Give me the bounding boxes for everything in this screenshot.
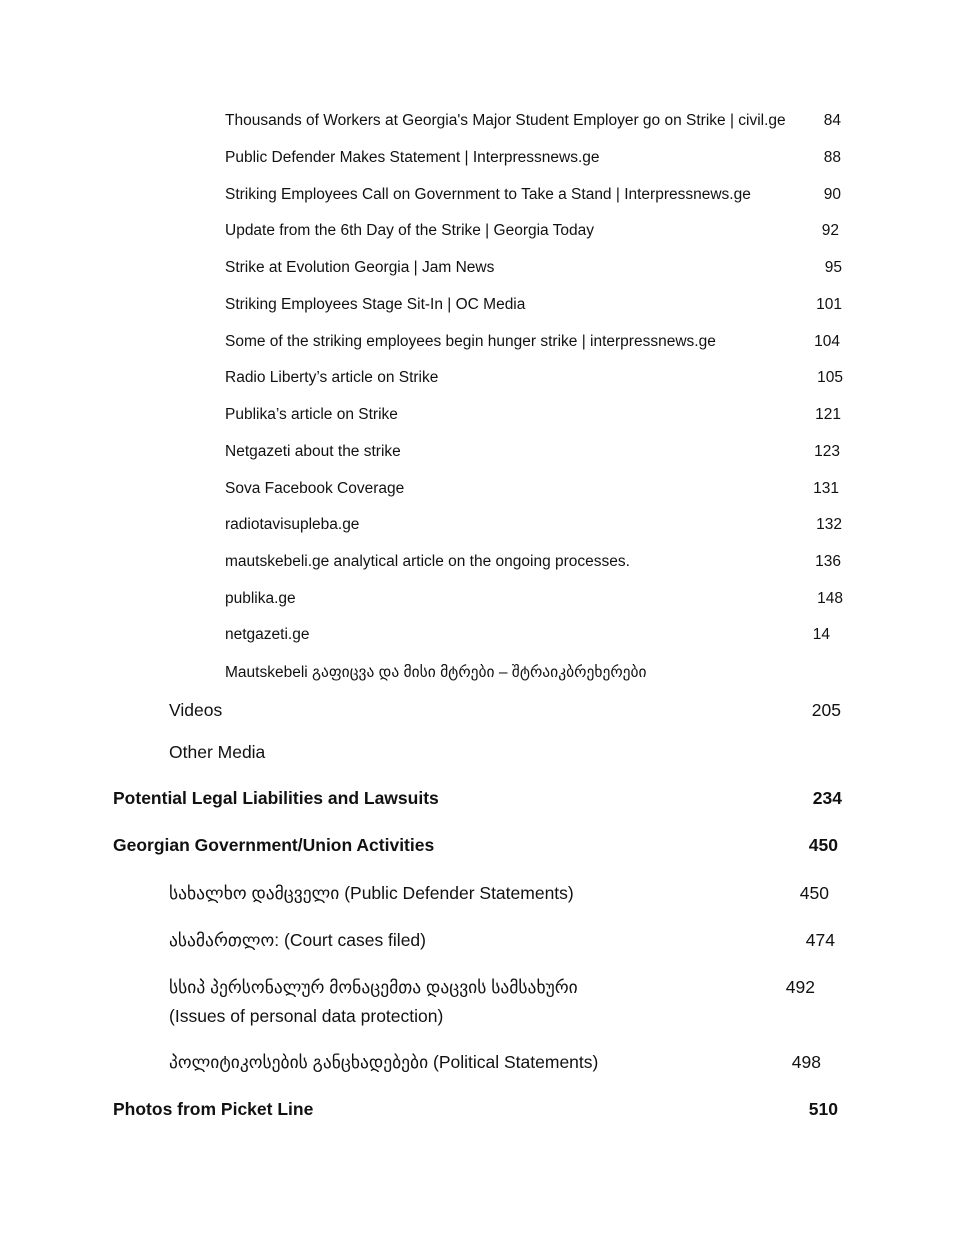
toc-page-number: 498 — [791, 1052, 821, 1072]
toc-entry — [225, 333, 716, 351]
toc-entry — [225, 222, 594, 240]
toc-section-title: Photos from Picket Line — [113, 1099, 314, 1119]
toc-entry — [225, 443, 401, 461]
toc-section — [113, 1099, 313, 1120]
toc-page-number: 450 — [799, 883, 829, 903]
toc-section — [113, 788, 439, 809]
toc-page-number: 104 — [814, 333, 840, 350]
toc-entry — [225, 406, 398, 424]
toc-entry — [225, 149, 600, 167]
toc-entry-title: Public Defender Makes Statement | Interpressnews.ge — [225, 149, 600, 166]
toc-page-number: 121 — [815, 406, 841, 423]
toc-page-number: 474 — [805, 930, 835, 950]
toc-page-number: 123 — [814, 443, 840, 460]
toc-page-number: 132 — [816, 516, 842, 533]
toc-page-number: 492 — [785, 977, 815, 997]
toc-entry — [225, 186, 751, 204]
toc-entry — [225, 663, 647, 682]
toc-entry-title: პოლიტიკოსების განცხადებები (Political Statements) — [169, 1052, 599, 1072]
toc-entry-title: Other Media — [169, 742, 266, 762]
toc-entry — [225, 553, 630, 571]
toc-section-title: Georgian Government/Union Activities — [113, 835, 435, 855]
toc-section-title: Potential Legal Liabilities and Lawsuits — [113, 788, 439, 808]
toc-entry — [225, 480, 404, 498]
toc-page-number: 90 — [823, 186, 841, 203]
toc-entry-title: Sova Facebook Coverage — [225, 480, 405, 497]
toc-entry — [169, 930, 426, 951]
toc-page-number: 14 — [812, 626, 830, 643]
toc-entry-title: Some of the striking employees begin hunger strike | interpressnews.ge — [225, 333, 716, 350]
toc-entry — [225, 259, 494, 277]
toc-page-number: 450 — [808, 835, 838, 855]
toc-page-number: 84 — [823, 112, 841, 129]
toc-entry — [225, 369, 438, 387]
toc-entry-title: netgazeti.ge — [225, 626, 310, 643]
toc-page-number: 136 — [815, 553, 841, 570]
toc-page-number: 95 — [824, 259, 842, 276]
toc-entry-title: Videos — [169, 700, 223, 720]
toc-entry — [169, 1052, 598, 1073]
toc-entry — [169, 700, 222, 721]
toc-page-number: 105 — [817, 369, 843, 386]
toc-page-number: 101 — [816, 296, 842, 313]
toc-entry — [225, 590, 296, 608]
toc-entry-title: Netgazeti about the strike — [225, 443, 401, 460]
toc-entry — [169, 883, 574, 904]
toc-entry-title: mautskebeli.ge analytical article on the ongoing processes. — [225, 553, 630, 570]
toc-entry-title: Publika’s article on Strike — [225, 406, 398, 423]
toc-entry-title: publika.ge — [225, 590, 296, 607]
toc-entry-title: ასამართლო: (Court cases filed) — [169, 930, 426, 950]
toc-entry-title: radiotavisupleba.ge — [225, 516, 360, 533]
toc-page-number: 88 — [823, 149, 841, 166]
toc-entry-title: სსიპ პერსონალურ მონაცემთა დაცვის სამსახური — [169, 977, 578, 997]
toc-entry-title: სახალხო დამცველი (Public Defender Statements) — [169, 883, 574, 903]
toc-entry — [225, 516, 359, 534]
toc-page-number: 148 — [817, 590, 843, 607]
toc-page-number: 92 — [821, 222, 839, 239]
toc-page-number: 205 — [811, 700, 841, 720]
toc-page-number: 131 — [813, 480, 839, 497]
toc-entry-subtitle: (Issues of personal data protection) — [169, 1006, 444, 1026]
toc-entry-title: Update from the 6th Day of the Strike | Georgia Today — [225, 222, 595, 239]
toc-entry — [169, 977, 578, 1027]
toc-entry — [169, 742, 265, 763]
toc-entry-title: Strike at Evolution Georgia | Jam News — [225, 259, 495, 276]
toc-page-number: 234 — [812, 788, 842, 808]
toc-entry-title: Striking Employees Call on Government to Take a Stand | Interpressnews.ge — [225, 186, 751, 203]
toc-section — [113, 835, 434, 856]
toc-entry — [225, 112, 786, 130]
toc-entry-title: Radio Liberty’s article on Strike — [225, 369, 439, 386]
toc-entry-title: Mautskebeli გაფიცვა და მისი მტრები – შტრაიკბრეხერები — [225, 664, 647, 681]
toc-page-number: 510 — [808, 1099, 838, 1119]
toc-entry — [225, 626, 309, 644]
toc-entry-title: Thousands of Workers at Georgia's Major Student Employer go on Strike | civil.ge — [225, 112, 786, 129]
toc-entry — [225, 296, 525, 314]
toc-entry-title: Striking Employees Stage Sit-In | OC Media — [225, 296, 526, 313]
